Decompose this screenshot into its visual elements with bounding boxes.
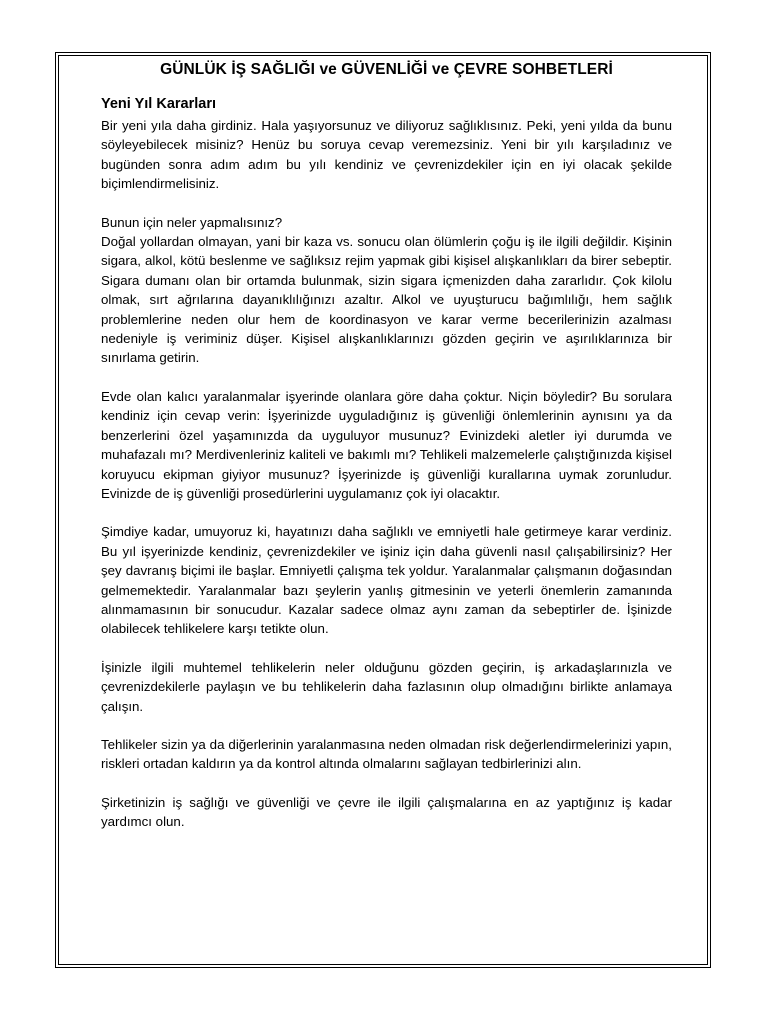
paragraph-habits [101, 213, 672, 368]
paragraph-hazards: İşinizle ilgili muhtemel tehlikelerin neler olduğunu gözden geçirin, iş arkadaşlarınızla ve çevrenizdekilerle paylaşın ve bu tehlikelerin daha fazlasının olup olmadığını birlikte anlamaya çalışın. [101, 659, 672, 714]
document-title: GÜNLÜK İŞ SAĞLIĞI ve GÜVENLİĞİ ve ÇEVRE SOHBETLERİ [160, 61, 613, 78]
paragraph-intro: Bir yeni yıla daha girdiniz. Hala yaşıyorsunuz ve diliyoruz sağlıklısınız. Peki, yeni yılda da bunu söyleyebilecek misiniz? Henüz bu soruya cevap veremezsiniz. Yeni bir yılı karşıladınız ve bugünden sonra adım adım bu yılı kendiniz ve çevrenizdekiler için en iyi olacak şekilde biçimlendirmelisiniz. [101, 118, 672, 192]
section-heading: Yeni Yıl Kararları [101, 96, 216, 112]
paragraph-home-injuries: Evde olan kalıcı yaralanmalar işyerinde olanlara göre daha çoktur. Niçin böyledir? Bu sorulara kendiniz için cevap verin: İşyerinizde uyguladığınız iş güvenliği önlemlerinin aynısını ya da benzerlerini özel yaşamınızda da uyguluyor musunuz? Evinizdeki aletler iyi durumda ve muhafazalı mı? Merdivenleriniz kaliteli ve bakımlı mı? Tehlikeli malzemelerle çalıştığınızda kişisel koruyucu ekipman giyiyor musunuz? İşyerinizde iş güvenliği kurallarına uymak zorunludur. Evinizde de iş güvenliği prosedürlerini uygulamanız çok iyi olacaktır. [101, 388, 672, 501]
paragraph-safe-work: Şimdiye kadar, umuyoruz ki, hayatınızı daha sağlıklı ve emniyetli hale getirmeye karar verdiniz. Bu yıl işyerinizde kendiniz, çevrenizdekiler ve işiniz için daha güvenli nasıl çalışabilirsiniz? Her şey davranış biçimi ile başlar. Emniyetli çalışma tek yoldur. Yaralanmalar çalışmanın doğasından gelmemektedir. Yaralanmalar bazı şeylerin yanlış gitmesinin ve yeterli önemlerin zamanında alınmamasının bir sonucudur. Kazalar sadece olmaz aynı zaman da sebeptirler de. İşinizde olabilecek tehlikelere karşı tetikte olun. [101, 524, 672, 637]
question-line: Bunun için neler yapmalısınız? [101, 214, 283, 230]
habits-text: Doğal yollardan olmayan, yani bir kaza vs. sonucu olan ölümlerin çoğu iş ile ilgili değildir. Kişinin sigara, alkol, kötü beslenme ve sağlıksız rejim yapmak gibi kişisel alışkanlıkları da birer sebeptir. Sigara dumanı olan bir ortamda bulunmak, sizin sigara içmenizden daha zararlıdır. Çok kilolu olmak, sırt ağrılarına dayanıklılığınızı azaltır. Alkol ve uyuşturucu bağımlılığı, hem sağlık problemlerine neden olur hem de koordinasyon ve karar verme becerilerinizin azalması nedeniyle iş veriminiz düşer. Kişisel alışkanlıklarınızı gözden geçirin ve aşırılıklarınıza bir sınırlama getirin. [101, 234, 672, 366]
document-body [101, 60, 672, 851]
paragraph-company-support: Şirketinizin iş sağlığı ve güvenliği ve çevre ile ilgili çalışmalarına en az yaptığınız iş kadar yardımcı olun. [101, 794, 672, 830]
paragraph-risk-assessment: Tehlikeler sizin ya da diğerlerinin yaralanmasına neden olmadan risk değerlendirmelerinizi yapın, riskleri ortadan kaldırın ya da kontrol altında olmalarını sağlayan tedbirlerinizi alın. [101, 736, 672, 772]
